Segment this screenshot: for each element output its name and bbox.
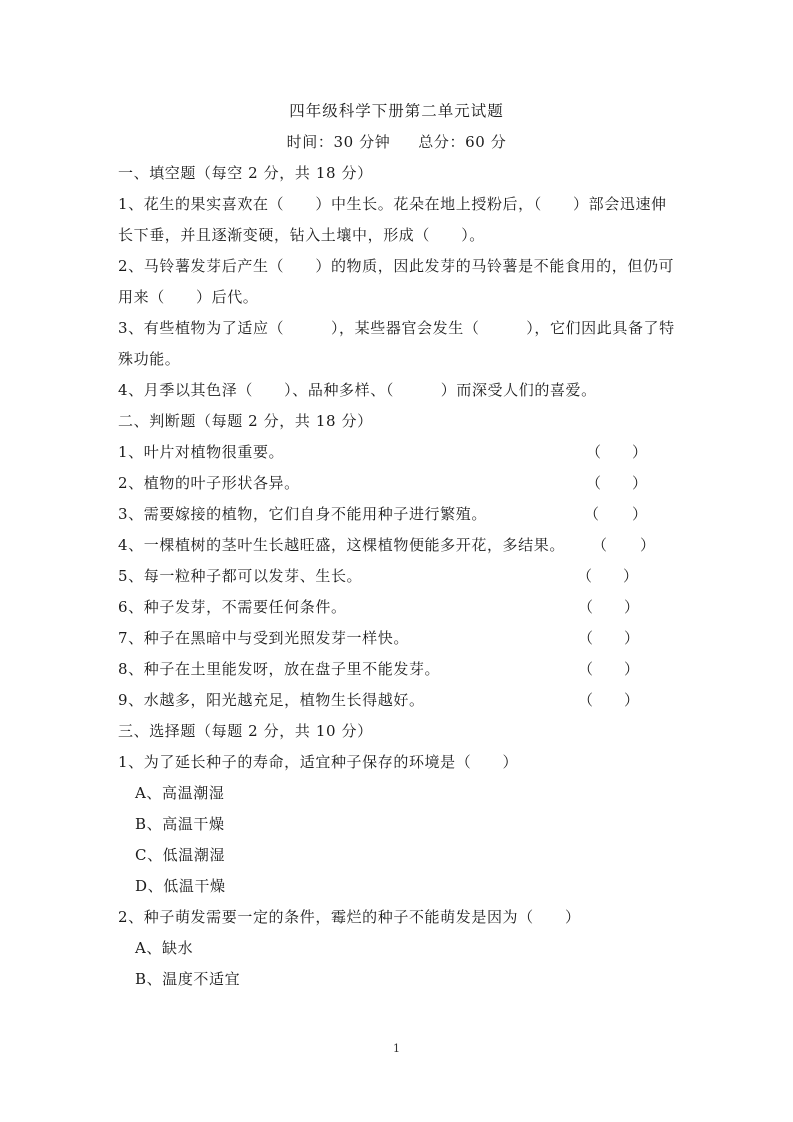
answer-bracket-close: ） [623, 567, 639, 585]
choice-question: 2、种子萌发需要一定的条件，霉烂的种子不能萌发是因为（ ） [118, 908, 581, 926]
answer-bracket-open[interactable]: （ [584, 505, 600, 523]
answer-bracket-open[interactable]: （ [578, 629, 594, 647]
section-heading-fill-blank: 一、填空题（每空 2 分，共 18 分） [118, 164, 373, 182]
true-false-question: 7、种子在黑暗中与受到光照发芽一样快。 [118, 629, 409, 647]
fill-blank-line: 用来（ ）后代。 [118, 288, 259, 306]
true-false-question: 1、叶片对植物很重要。 [118, 443, 285, 461]
answer-bracket-close: ） [632, 505, 648, 523]
section-heading-multiple-choice: 三、选择题（每题 2 分，共 10 分） [118, 722, 373, 740]
answer-bracket-open[interactable]: （ [586, 443, 602, 461]
choice-option[interactable]: A、缺水 [135, 939, 194, 957]
answer-bracket-close: ） [632, 474, 648, 492]
true-false-question: 9、水越多，阳光越充足，植物生长得越好。 [118, 691, 425, 709]
choice-option[interactable]: B、高温干燥 [135, 815, 225, 833]
choice-question: 1、为了延长种子的寿命，适宜种子保存的环境是（ ） [118, 753, 519, 771]
answer-bracket-open[interactable]: （ [578, 598, 594, 616]
answer-bracket-close: ） [632, 443, 648, 461]
true-false-question: 8、种子在土里能发呀，放在盘子里不能发芽。 [118, 660, 441, 678]
section-heading-true-false: 二、判断题（每题 2 分，共 18 分） [118, 412, 373, 430]
answer-bracket-open[interactable]: （ [592, 536, 608, 554]
true-false-question: 3、需要嫁接的植物，它们自身不能用种子进行繁殖。 [118, 505, 487, 523]
answer-bracket-open[interactable]: （ [578, 660, 594, 678]
time-limit: 时间：30 分钟 [286, 133, 391, 151]
fill-blank-line: 4、月季以其色泽（ ）、品种多样、（ ）而深受人们的喜爱。 [118, 381, 597, 399]
fill-blank-line: 2、马铃薯发芽后产生（ ）的物质，因此发芽的马铃薯是不能食用的，但仍可 [118, 257, 675, 275]
answer-bracket-close: ） [624, 629, 640, 647]
fill-blank-line: 长下垂，并且逐渐变硬，钻入土壤中，形成（ ）。 [118, 226, 485, 244]
choice-option[interactable]: C、低温潮湿 [135, 846, 226, 864]
fill-blank-line: 1、花生的果实喜欢在（ ）中生长。花朵在地上授粉后，（ ）部会迅速伸 [118, 195, 667, 213]
choice-option[interactable]: D、低温干燥 [135, 877, 226, 895]
answer-bracket-close: ） [624, 691, 640, 709]
answer-bracket-open[interactable]: （ [578, 691, 594, 709]
true-false-question: 2、植物的叶子形状各异。 [118, 474, 300, 492]
exam-meta [0, 132, 793, 152]
choice-option[interactable]: B、温度不适宜 [135, 970, 241, 988]
fill-blank-line: 殊功能。 [118, 350, 181, 368]
fill-blank-line: 3、有些植物为了适应（ ），某些器官会发生（ ），它们因此具备了特 [118, 319, 675, 337]
true-false-question: 4、一棵植树的茎叶生长越旺盛，这棵植物便能多开花，多结果。 [118, 536, 565, 554]
page-number: 1 [393, 1042, 400, 1055]
total-score: 总分：60 分 [418, 133, 507, 151]
choice-option[interactable]: A、高温潮湿 [135, 784, 225, 802]
true-false-question: 6、种子发芽，不需要任何条件。 [118, 598, 347, 616]
document-title: 四年级科学下册第二单元试题 [289, 102, 504, 120]
true-false-question: 5、每一粒种子都可以发芽、生长。 [118, 567, 363, 585]
answer-bracket-close: ） [640, 536, 656, 554]
answer-bracket-open[interactable]: （ [586, 474, 602, 492]
answer-bracket-close: ） [624, 660, 640, 678]
answer-bracket-close: ） [624, 598, 640, 616]
answer-bracket-open[interactable]: （ [577, 567, 593, 585]
